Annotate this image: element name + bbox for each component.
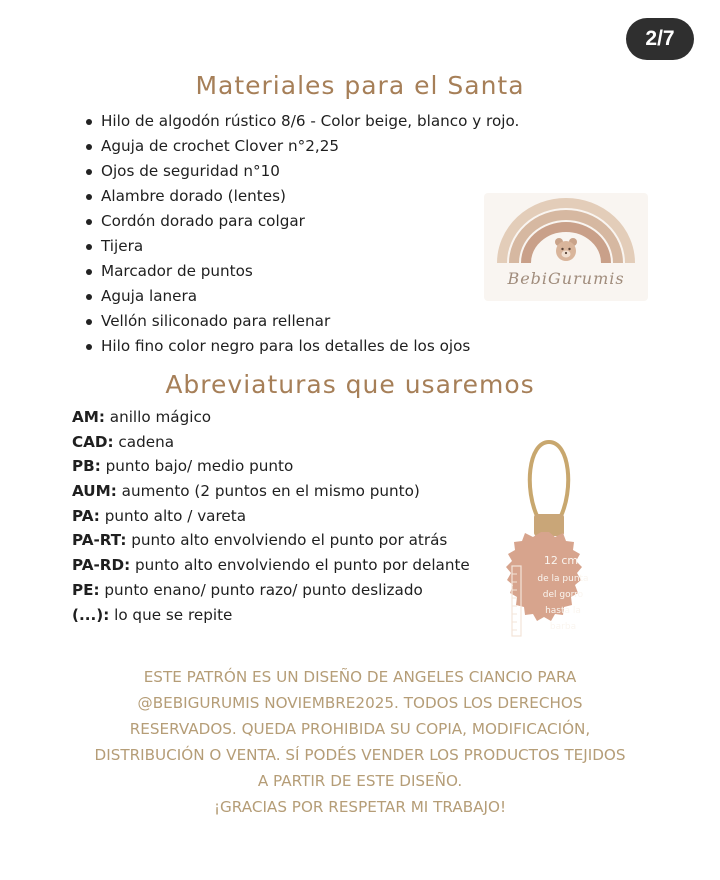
ornament-caption-line: barba — [549, 622, 577, 632]
abbreviation-key: PE: — [72, 580, 100, 599]
abbreviation-value: punto alto envolviendo el punto por atrás — [131, 531, 448, 550]
abbreviation-row — [72, 430, 470, 455]
materials-item: Hilo fino color negro para los detalles de los ojos — [84, 334, 519, 359]
abbreviation-row — [72, 454, 470, 479]
materials-item: Ojos de seguridad n°10 — [84, 159, 519, 184]
materials-item: Cordón dorado para colgar — [84, 209, 519, 234]
materials-list — [84, 109, 519, 359]
abbreviation-key: CAD: — [72, 432, 114, 451]
abbreviations-title: Abreviaturas que usaremos — [165, 370, 535, 399]
ornament-caption-line: de la punta — [537, 574, 589, 584]
rainbow-teddy-icon — [484, 193, 648, 273]
abbreviation-key: PB: — [72, 457, 101, 476]
copyright-line: ¡GRACIAS POR RESPETAR MI TRABAJO! — [213, 798, 507, 816]
abbreviation-value: punto alto / vareta — [104, 506, 247, 525]
abbreviation-row — [72, 578, 470, 603]
materials-item: Hilo de algodón rústico 8/6 - Color beige, blanco y rojo. — [84, 109, 519, 134]
abbreviation-row — [72, 603, 470, 628]
abbreviation-key: AUM: — [72, 482, 117, 501]
materials-item: Aguja lanera — [84, 284, 519, 309]
abbreviation-row — [72, 479, 470, 504]
abbreviations-list — [72, 405, 470, 627]
abbreviation-key: PA-RT: — [72, 531, 127, 550]
copyright-line: A PARTIR DE ESTE DISEÑO. — [257, 772, 463, 790]
abbreviation-value: lo que se repite — [114, 605, 233, 624]
copyright-line: RESERVADOS. QUEDA PROHIBIDA SU COPIA, MODIFICACIÓN, — [129, 720, 591, 738]
copyright-line: DISTRIBUCIÓN O VENTA. SÍ PODÉS VENDER LOS PRODUCTOS TEJIDOS — [94, 746, 626, 764]
abbreviation-value: aumento (2 puntos en el mismo punto) — [121, 482, 420, 501]
abbreviation-value: anillo mágico — [109, 408, 212, 426]
page-counter-badge: 2/7 — [626, 18, 694, 60]
copyright-notice — [40, 664, 680, 820]
materials-item: Marcador de puntos — [84, 259, 519, 284]
ornament-size-illustration — [484, 440, 614, 660]
ornament-caption-line: del gorro — [542, 590, 584, 600]
abbreviation-row — [72, 553, 470, 578]
abbreviation-value: punto bajo/ medio punto — [105, 457, 294, 476]
materials-item: Vellón siliconado para rellenar — [84, 309, 519, 334]
abbreviation-value: cadena — [118, 432, 174, 451]
abbreviation-key: (...): — [72, 605, 110, 624]
abbreviation-key: PA-RD: — [72, 556, 131, 575]
abbreviation-row — [72, 405, 470, 430]
ornament-caption-line: hasta la — [545, 606, 581, 616]
materials-item: Tijera — [84, 234, 519, 259]
materials-item: Alambre dorado (lentes) — [84, 184, 519, 209]
abbreviation-key: AM: — [72, 408, 105, 426]
bebigurumis-logo — [484, 193, 648, 301]
logo-text: BebiGurumis — [507, 269, 625, 288]
materials-item: Aguja de crochet Clover n°2,25 — [84, 134, 519, 159]
materials-title: Materiales para el Santa — [195, 71, 525, 100]
abbreviation-value: punto alto envolviendo el punto por delante — [135, 556, 470, 575]
abbreviation-value: punto enano/ punto razo/ punto deslizado — [104, 580, 423, 599]
abbreviation-key: PA: — [72, 506, 100, 525]
abbreviation-row — [72, 528, 470, 553]
copyright-line: ESTE PATRÓN ES UN DISEÑO DE ANGELES CIANCIO PARA — [143, 668, 577, 686]
ornament-size: 12 cm — [543, 554, 579, 567]
abbreviation-row — [72, 504, 470, 529]
copyright-line: @BEBIGURUMIS NOVIEMBRE2025. TODOS LOS DERECHOS — [137, 694, 583, 712]
